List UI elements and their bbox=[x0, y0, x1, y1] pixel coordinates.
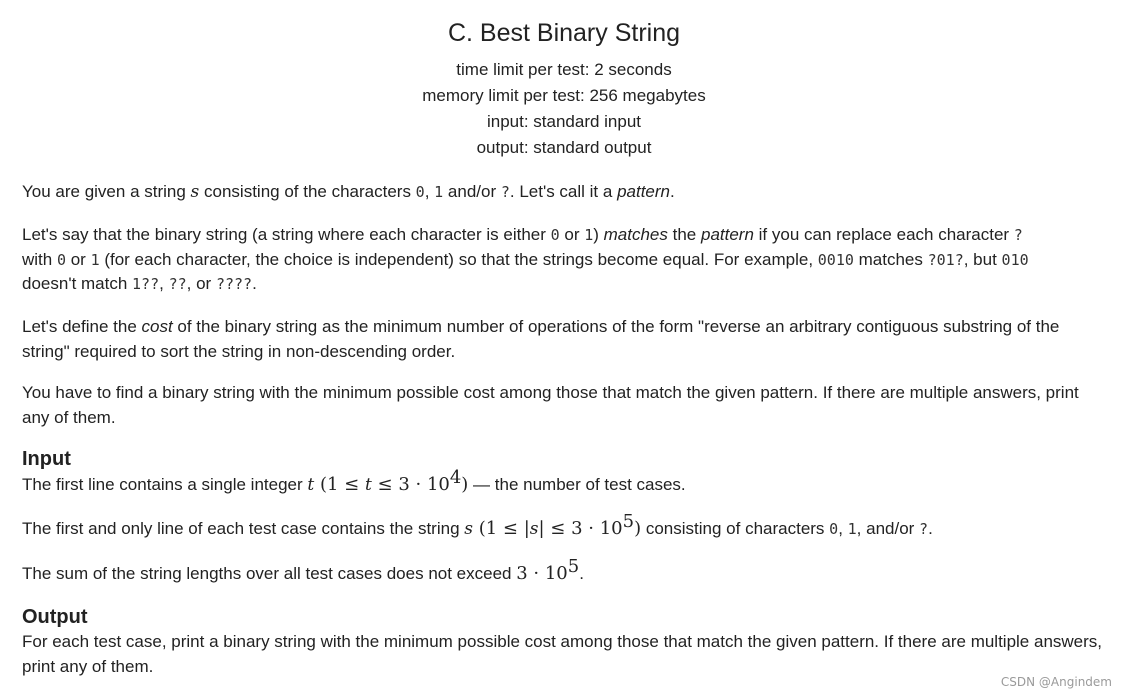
input-paragraph-2: The first and only line of each test case contains the string s $(1 \le |s| \le 3 \cdot 10^5)$ consisting of characters 0, 1, and/or ?. bbox=[22, 511, 933, 539]
watermark: CSDN @Angindem bbox=[1000, 675, 1112, 689]
output-type: output: standard output bbox=[476, 138, 652, 157]
input-section-title: Input bbox=[22, 448, 71, 470]
problem-limits bbox=[22, 57, 1106, 161]
input-paragraph-1: The first line contains a single integer t $(1 \le t \le 3 \cdot 10^4)$ — the number of test cases. bbox=[22, 467, 686, 495]
input-type: input: standard input bbox=[486, 112, 642, 131]
statement-paragraph-4: You have to find a binary string with the minimum possible cost among those that match the given pattern. If there are multiple answers, print any of them. bbox=[22, 383, 1079, 427]
statement-paragraph-1: You are given a string s consisting of the characters 0, 1 and/or ?. Let's call it a pattern. bbox=[22, 182, 675, 202]
emphasis-pattern: pattern bbox=[700, 225, 754, 244]
input-paragraph-3: The sum of the string lengths over all test cases does not exceed $3 \cdot 10^5$. bbox=[22, 556, 584, 584]
emphasis-cost: cost bbox=[141, 317, 173, 336]
problem-statement bbox=[22, 0, 1106, 676]
statement-paragraph-3: Let's define the cost of the binary string as the minimum number of operations of the form "reverse an arbitrary contiguous substring of the string" required to sort the string in non-descending order. bbox=[22, 317, 1060, 361]
output-section-title: Output bbox=[22, 606, 88, 628]
memory-limit: memory limit per test: 256 megabytes bbox=[422, 86, 706, 105]
emphasis-matches: matches bbox=[603, 225, 668, 244]
statement-paragraph-2: Let's say that the binary string (a string where each character is either 0 or 1) matches the pattern if you can replace each character ? with 0 or 1 (for each character, the choice is independent) so that the strings become equal. For example, 0010 matches ?01?, but 010 doesn't match 1??, ??, or ????. bbox=[22, 225, 1029, 293]
output-paragraph-1: For each test case, print a binary string with the minimum possible cost among those that match the given pattern. If there are multiple answers, print any of them. bbox=[22, 632, 1103, 676]
problem-title: C. Best Binary String bbox=[447, 19, 681, 47]
math-s: s bbox=[190, 182, 200, 202]
time-limit: time limit per test: 2 seconds bbox=[456, 60, 672, 79]
emphasis-pattern: pattern bbox=[617, 182, 670, 201]
